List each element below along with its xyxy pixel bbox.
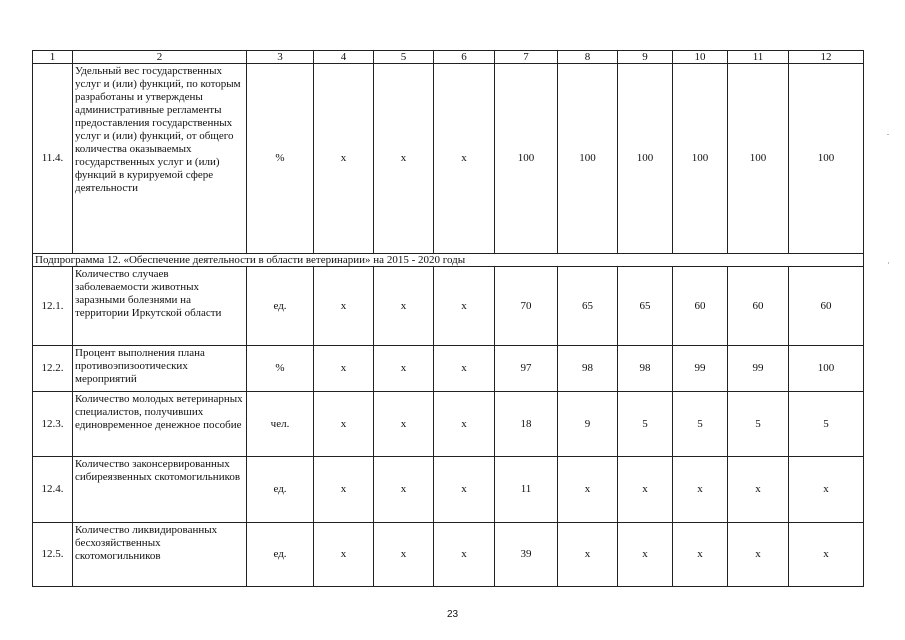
value-cell: 18 <box>495 392 558 457</box>
value-cell: x <box>728 457 789 523</box>
value-cell: 70 <box>495 267 558 346</box>
unit-cell: ед. <box>247 267 314 346</box>
value-cell: x <box>673 457 728 523</box>
column-number: 6 <box>434 51 495 64</box>
subprogram-title: Подпрограмма 12. «Обеспечение деятельности в области ветеринарии» на 2015 - 2020 годы <box>33 254 864 267</box>
value-cell: 100 <box>789 64 864 254</box>
table-row <box>33 457 864 523</box>
indicator-description: Количество молодых ветеринарных специалистов, получивших единовременное денежное пособие <box>73 392 247 457</box>
value-cell: 5 <box>728 392 789 457</box>
value-cell: 100 <box>495 64 558 254</box>
value-cell: x <box>558 523 618 587</box>
column-number: 4 <box>314 51 374 64</box>
row-number: 12.2. <box>33 346 73 392</box>
value-cell: 39 <box>495 523 558 587</box>
value-cell: 98 <box>618 346 673 392</box>
value-cell: x <box>314 267 374 346</box>
subprogram-header-row <box>33 254 864 267</box>
unit-cell: чел. <box>247 392 314 457</box>
value-cell: x <box>673 523 728 587</box>
column-number: 11 <box>728 51 789 64</box>
row-number: 12.1. <box>33 267 73 346</box>
table-row <box>33 64 864 254</box>
value-cell: 100 <box>728 64 789 254</box>
value-cell: x <box>434 457 495 523</box>
row-number: 12.5. <box>33 523 73 587</box>
value-cell: x <box>374 523 434 587</box>
value-cell: 100 <box>673 64 728 254</box>
value-cell: 65 <box>558 267 618 346</box>
unit-cell: ед. <box>247 457 314 523</box>
column-number: 5 <box>374 51 434 64</box>
scan-edge-mark <box>887 134 889 135</box>
value-cell: 100 <box>558 64 618 254</box>
indicator-description: Количество ликвидированных бесхозяйственных скотомогильников <box>73 523 247 587</box>
value-cell: x <box>789 523 864 587</box>
value-cell: x <box>374 267 434 346</box>
value-cell: 100 <box>618 64 673 254</box>
value-cell: x <box>618 457 673 523</box>
value-cell: 65 <box>618 267 673 346</box>
indicator-description: Удельный вес государственных услуг и (или) функций, по которым разработаны и утверждены административные регламенты предоставления государственных услуг и (или) функций, от общего количества оказываемых государственных услуг и (или) функций в курируемой сфере деятельности <box>73 64 247 254</box>
value-cell: 11 <box>495 457 558 523</box>
table-row <box>33 267 864 346</box>
table-row <box>33 346 864 392</box>
column-number: 10 <box>673 51 728 64</box>
indicator-description: Процент выполнения плана противоэпизоотических мероприятий <box>73 346 247 392</box>
value-cell: 97 <box>495 346 558 392</box>
row-number: 12.4. <box>33 457 73 523</box>
indicator-description: Количество случаев заболеваемости животных заразными болезнями на территории Иркутской области <box>73 267 247 346</box>
value-cell: x <box>558 457 618 523</box>
value-cell: x <box>374 346 434 392</box>
column-number: 7 <box>495 51 558 64</box>
column-number: 12 <box>789 51 864 64</box>
value-cell: x <box>314 392 374 457</box>
value-cell: x <box>374 457 434 523</box>
value-cell: 5 <box>673 392 728 457</box>
value-cell: 60 <box>789 267 864 346</box>
value-cell: x <box>789 457 864 523</box>
value-cell: x <box>618 523 673 587</box>
row-number: 11.4. <box>33 64 73 254</box>
column-number: 9 <box>618 51 673 64</box>
value-cell: x <box>434 267 495 346</box>
column-number: 8 <box>558 51 618 64</box>
value-cell: x <box>434 392 495 457</box>
value-cell: x <box>728 523 789 587</box>
indicators-table <box>32 50 864 587</box>
indicator-description: Количество законсервированных сибиреязвенных скотомогильников <box>73 457 247 523</box>
value-cell: 60 <box>673 267 728 346</box>
page-number: 23 <box>446 609 459 620</box>
value-cell: x <box>314 523 374 587</box>
column-number: 1 <box>33 51 73 64</box>
value-cell: 99 <box>673 346 728 392</box>
value-cell: x <box>434 64 495 254</box>
value-cell: x <box>374 64 434 254</box>
column-number: 2 <box>73 51 247 64</box>
value-cell: x <box>314 64 374 254</box>
value-cell: x <box>434 523 495 587</box>
value-cell: 9 <box>558 392 618 457</box>
value-cell: x <box>314 346 374 392</box>
table-row <box>33 523 864 587</box>
row-number: 12.3. <box>33 392 73 457</box>
unit-cell: % <box>247 346 314 392</box>
value-cell: x <box>434 346 495 392</box>
column-number: 3 <box>247 51 314 64</box>
table-row <box>33 392 864 457</box>
value-cell: x <box>374 392 434 457</box>
value-cell: 98 <box>558 346 618 392</box>
value-cell: 60 <box>728 267 789 346</box>
value-cell: 5 <box>618 392 673 457</box>
value-cell: 100 <box>789 346 864 392</box>
unit-cell: % <box>247 64 314 254</box>
value-cell: x <box>314 457 374 523</box>
column-number-header-row <box>33 51 864 64</box>
scan-edge-mark <box>888 262 889 264</box>
value-cell: 5 <box>789 392 864 457</box>
value-cell: 99 <box>728 346 789 392</box>
unit-cell: ед. <box>247 523 314 587</box>
